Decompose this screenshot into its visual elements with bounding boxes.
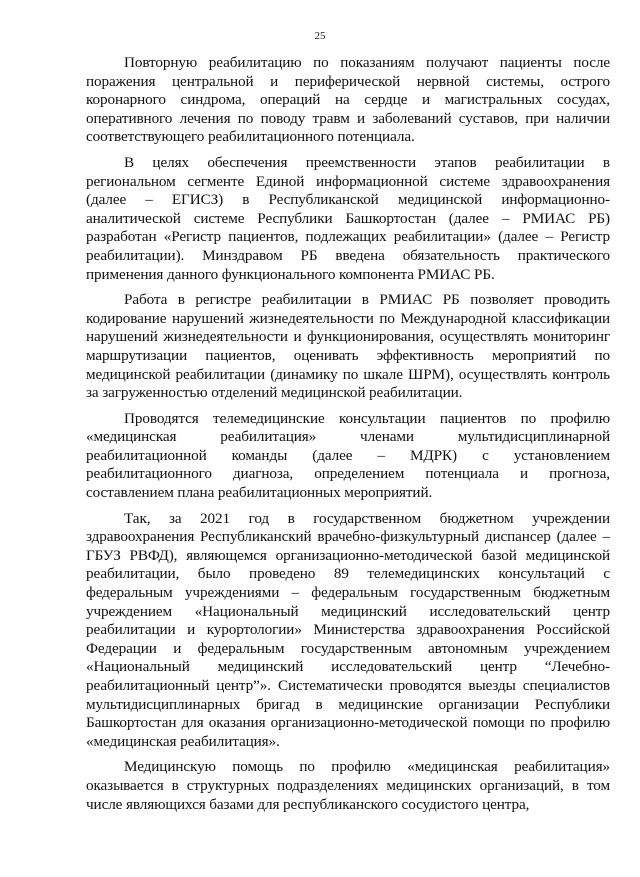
paragraph-repeat-rehabilitation: Повторную реабилитацию по показаниям получают пациенты после поражения центральной и периферической нервной системы, острого коронарного синдрома, операций на сердце и магистральных сосудах, оперативного лечения по поводу травм и заболеваний суставов, при наличии соответствующего реабилитационного потенциала. — [86, 54, 610, 146]
paragraph-2021-consultations: Так, за 2021 год в государственном бюджетном учреждении здравоохранения Республиканский врачебно-физкультурный диспансер (далее – ГБУЗ РВФД), являющемся организационно-методической базой медицинской реабилитации, было проведено 89 телемедицинских консультаций с федеральным учреждениями – федеральным государственным бюджетным учреждением «Национальный медицинский исследовательский центр реабилитации и курортологии» Министерства здравоохранения Российской Федерации и федеральным государственным автономным учреждением «Национальный медицинский исследовательский центр “Лечебно-реабилитационный центр”». Систематически проводятся выезды специалистов мультидисциплинарных бригад в медицинские организации Республики Башкортостан для оказания организационно-методической помощи по профилю «медицинская реабилитация». — [86, 509, 610, 750]
paragraph-rehabilitation-register: В целях обеспечения преемственности этапов реабилитации в региональном сегменте Единой информационной системе здравоохранения (далее – ЕГИСЗ) в Республиканской медицинской информационно-аналитической системе Республики Башкортостан (далее – РМИАС РБ) разработан «Регистр пациентов, подлежащих реабилитации» (далее – Регистр реабилитации). Минздравом РБ введена обязательность практического применения данного функционального компонента РМИАС РБ. — [86, 153, 610, 283]
page-number: 25 — [314, 30, 326, 42]
paragraph-telemedicine: Проводятся телемедицинские консультации пациентов по профилю «медицинская реабилитация» членами мультидисциплинарной реабилитационной команды (далее – МДРК) с установлением реабилитационного диагноза, определением потенциала и прогноза, составлением плана реабилитационных мероприятий. — [86, 409, 610, 502]
paragraph-register-work: Работа в регистре реабилитации в РМИАС РБ позволяет проводить кодирование нарушений жизнедеятельности по Международной классификации нарушений жизнедеятельности и функционирования, осуществлять мониторинг маршрутизации пациентов, оценивать эффективность мероприятий по медицинской реабилитации (динамику по шкале ШРМ), осуществлять контроль за загруженностью отделений медицинской реабилитации. — [86, 291, 610, 402]
paragraph-medical-help: Медицинскую помощь по профилю «медицинская реабилитация» оказывается в структурных подразделениях медицинских организаций, в том числе являющихся базами для республиканского сосудистого центра, — [86, 758, 610, 813]
document-body — [86, 54, 610, 821]
